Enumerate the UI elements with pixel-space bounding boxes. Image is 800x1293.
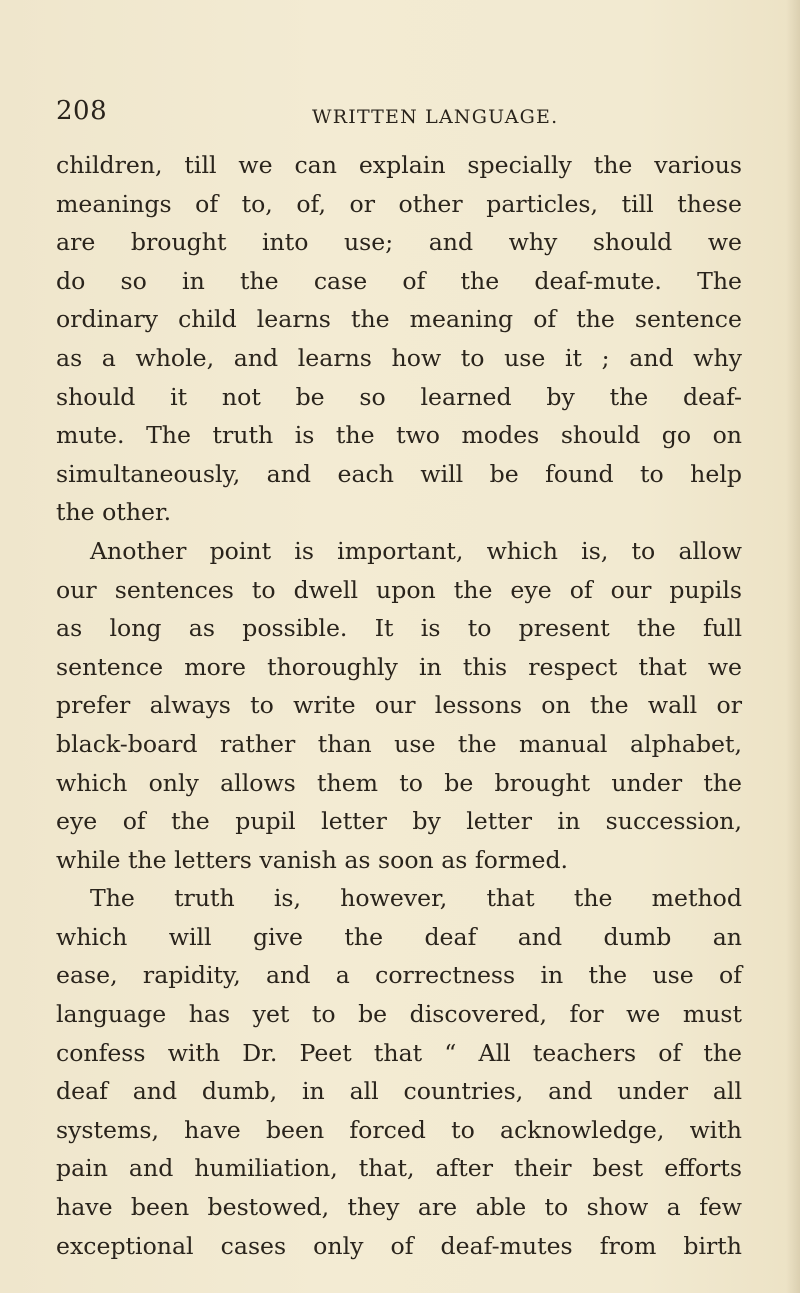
text-line: The truth is, however, that the method (90, 884, 742, 913)
text-line: do so in the case of the deaf-mute. The (56, 266, 742, 295)
text-line: our sentences to dwell upon the eye of our pupils (56, 575, 742, 604)
text-line: prefer always to write our lessons on the wall or (56, 691, 742, 720)
text-line: children, till we can explain specially the various (56, 151, 742, 179)
text-line: eye of the pupil letter by letter in succession, (56, 807, 742, 836)
text-line: confess with Dr. Peet that “ All teachers of the (56, 1038, 742, 1067)
text-line: sentence more thoroughly in this respect that we (56, 652, 742, 681)
text-line: systems, have been forced to acknowledge, with (56, 1115, 742, 1144)
text-line: while the letters vanish as soon as formed. (56, 845, 569, 874)
text-line: exceptional cases only of deaf-mutes from birth (56, 1231, 742, 1260)
text-line: black-board rather than use the manual alphabet, (56, 729, 742, 758)
text-line: Another point is important, which is, to allow (90, 536, 742, 565)
text-line: are brought into use; and why should we (56, 228, 742, 257)
text-line: ease, rapidity, and a correctness in the use of (56, 961, 742, 990)
text-line: have been bestowed, they are able to show a few (56, 1193, 742, 1222)
text-line: deaf and dumb, in all countries, and under all (56, 1077, 742, 1106)
text-line: meanings of to, of, or other particles, till these (56, 189, 742, 218)
text-line: should it not be so learned by the deaf- (56, 382, 742, 411)
text-line: pain and humiliation, that, after their best efforts (56, 1154, 742, 1183)
text-line: as long as possible. It is to present the full (56, 614, 742, 643)
text-line: the other. (56, 498, 172, 527)
text-line: mute. The truth is the two modes should go on (56, 421, 742, 450)
text-line: as a whole, and learns how to use it ; and why (56, 343, 742, 372)
text-line: ordinary child learns the meaning of the sentence (56, 305, 742, 334)
running-title: WRITTEN LANGUAGE. (312, 106, 559, 128)
page-edge-shadow (786, 0, 800, 1293)
text-line: language has yet to be discovered, for we must (56, 1000, 742, 1029)
page-number: 208 (56, 96, 108, 126)
text-line: which will give the deaf and dumb an (56, 922, 742, 951)
text-line: which only allows them to be brought under the (56, 768, 742, 797)
body-text (56, 146, 742, 1265)
page-header (56, 96, 736, 136)
text-line: simultaneously, and each will be found to help (56, 459, 742, 488)
